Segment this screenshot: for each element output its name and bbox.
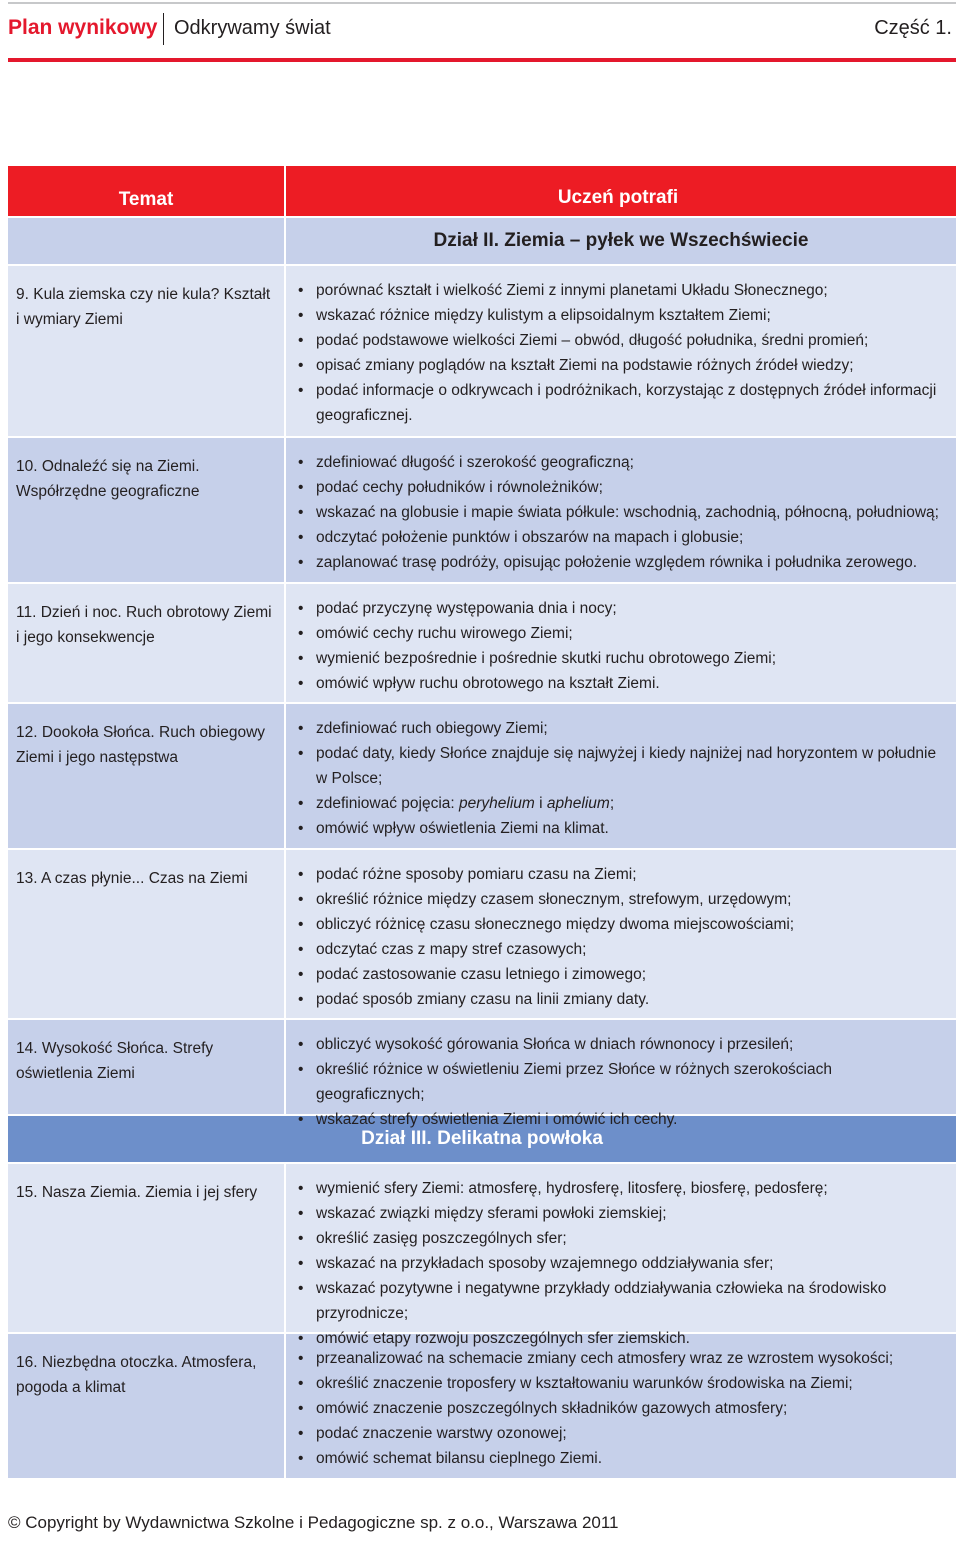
list-item: • wymienić bezpośrednie i pośrednie skutki ruchu obrotowego Ziemi; (294, 646, 942, 671)
list-item: • wskazać różnice między kulistym a elipsoidalnym kształtem Ziemi; (294, 303, 942, 328)
topic-cell: 15. Nasza Ziemia. Ziemia i jej sfery (8, 1164, 286, 1332)
topic-cell: 10. Odnaleźć się na Ziemi. Współrzędne geograficzne (8, 438, 286, 582)
table-row (8, 584, 956, 704)
list-item: • zdefiniować długość i szerokość geograficzną; (294, 450, 942, 475)
header-part: Część 1. (874, 17, 952, 39)
list-item: • omówić schemat bilansu cieplnego Ziemi. (294, 1446, 942, 1471)
topic-cell: 11. Dzień i noc. Ruch obrotowy Ziemi i jego konsekwencje (8, 584, 286, 702)
skills-cell (286, 1164, 956, 1347)
list-item: • omówić znaczenie poszczególnych składników gazowych atmosfery; (294, 1396, 942, 1421)
header-subtitle: Odkrywamy świat (174, 17, 331, 39)
list-item: • podać informacje o odkrywcach i podróżnikach, korzystając z dostępnych źródeł informacji geograficznej. (294, 378, 942, 428)
page-header (0, 0, 960, 62)
table-row (8, 850, 956, 1020)
list-item: • zaplanować trasę podróży, opisując położenie względem równika i południka zerowego. (294, 550, 942, 575)
skills-cell (286, 438, 956, 582)
list-item: • przeanalizować na schemacie zmiany cech atmosfery wraz ze wzrostem wysokości; (294, 1346, 942, 1371)
list-item: • omówić wpływ oświetlenia Ziemi na klimat. (294, 816, 942, 841)
skills-cell (286, 1020, 956, 1128)
table-row (8, 438, 956, 584)
skills-cell (286, 1334, 956, 1478)
list-item: • odczytać położenie punktów i obszarów na mapach i globusie; (294, 525, 942, 550)
brand-title: Plan wynikowy (8, 16, 158, 39)
topic-cell: 16. Niezbędna otoczka. Atmosfera, pogoda a klimat (8, 1334, 286, 1478)
list-item: • podać daty, kiedy Słońce znajduje się najwyżej i kiedy najniżej nad horyzontem w południe w Polsce; (294, 741, 942, 791)
topic-cell: 13. A czas płynie... Czas na Ziemi (8, 850, 286, 1018)
skills-list (294, 1032, 942, 1132)
list-item: • określić znaczenie troposfery w kształtowaniu warunków środowiska na Ziemi; (294, 1371, 942, 1396)
list-item: • omówić wpływ ruchu obrotowego na kształt Ziemi. (294, 671, 942, 696)
list-item: • wymienić sfery Ziemi: atmosferę, hydrosferę, litosferę, biosferę, pedosferę; (294, 1176, 942, 1201)
skills-list (294, 450, 942, 575)
list-item: • wskazać na globusie i mapie świata półkule: wschodnią, zachodnią, północną, południową; (294, 500, 942, 525)
table-row (8, 1020, 956, 1128)
skills-cell (286, 266, 956, 436)
list-item: • podać znaczenie warstwy ozonowej; (294, 1421, 942, 1446)
header-separator (163, 13, 164, 45)
plan-table (8, 166, 956, 1480)
table-row (8, 1334, 956, 1480)
topic-cell: 9. Kula ziemska czy nie kula? Kształt i wymiary Ziemi (8, 266, 286, 436)
list-item: • określić różnice w oświetleniu Ziemi przez Słońce w różnych szerokościach geograficznych; (294, 1057, 942, 1107)
section-header-row (8, 218, 956, 266)
list-item: • wskazać na przykładach sposoby wzajemnego oddziaływania sfer; (294, 1251, 942, 1276)
list-item: • odczytać czas z mapy stref czasowych; (294, 937, 942, 962)
header-red-rule (8, 58, 956, 62)
list-item: • zdefiniować pojęcia: peryhelium i aphelium; (294, 791, 942, 816)
skills-list (294, 278, 942, 428)
section-spacer (8, 218, 286, 264)
col-header-topic: Temat (8, 166, 286, 216)
list-item: • podać cechy południków i równoleżników; (294, 475, 942, 500)
list-item: • obliczyć wysokość górowania Słońca w dniach równonocy i przesileń; (294, 1032, 942, 1057)
section-title: Dział II. Ziemia – pyłek we Wszechświecie (433, 230, 809, 251)
copyright-footer: © Copyright by Wydawnictwa Szkolne i Pedagogiczne sp. z o.o., Warszawa 2011 (8, 1513, 619, 1532)
list-item: • określić zasięg poszczególnych sfer; (294, 1226, 942, 1251)
list-item: • określić różnice między czasem słonecznym, strefowym, urzędowym; (294, 887, 942, 912)
table-row (8, 1164, 956, 1347)
list-item: • zdefiniować ruch obiegowy Ziemi; (294, 716, 942, 741)
skills-cell (286, 704, 956, 848)
skills-list (294, 862, 942, 1012)
skills-list (294, 596, 942, 696)
list-item: • podać przyczynę występowania dnia i nocy; (294, 596, 942, 621)
list-item: • podać sposób zmiany czasu na linii zmiany daty. (294, 987, 942, 1012)
list-item: • wskazać związki między sferami powłoki ziemskiej; (294, 1201, 942, 1226)
list-item: • omówić cechy ruchu wirowego Ziemi; (294, 621, 942, 646)
header-top-rule (8, 2, 956, 4)
list-item: • porównać kształt i wielkość Ziemi z innymi planetami Układu Słonecznego; (294, 278, 942, 303)
list-item: • podać zastosowanie czasu letniego i zimowego; (294, 962, 942, 987)
skills-list (294, 716, 942, 841)
skills-cell (286, 584, 956, 702)
list-item: • wskazać strefy oświetlenia Ziemi i omówić ich cechy. (294, 1107, 942, 1132)
list-item: • podać różne sposoby pomiaru czasu na Ziemi; (294, 862, 942, 887)
topic-cell: 12. Dookoła Słońca. Ruch obiegowy Ziemi i jego następstwa (8, 704, 286, 848)
table-header-row (8, 166, 956, 218)
topic-cell: 14. Wysokość Słońca. Strefy oświetlenia Ziemi (8, 1020, 286, 1114)
skills-list (294, 1346, 942, 1471)
list-item: • obliczyć różnicę czasu słonecznego między dwoma miejscowościami; (294, 912, 942, 937)
list-item: • opisać zmiany poglądów na kształt Ziemi na podstawie różnych źródeł wiedzy; (294, 353, 942, 378)
table-body (8, 218, 956, 1480)
col-header-skills: Uczeń potrafi (286, 166, 956, 216)
table-row (8, 704, 956, 850)
list-item: • podać podstawowe wielkości Ziemi – obwód, długość południka, średni promień; (294, 328, 942, 353)
table-row (8, 266, 956, 438)
list-item: • omówić etapy rozwoju poszczególnych sfer ziemskich. (294, 1326, 942, 1351)
skills-list (294, 1176, 942, 1351)
skills-cell (286, 850, 956, 1018)
list-item: • wskazać pozytywne i negatywne przykłady oddziaływania człowieka na środowisko przyrodnicze; (294, 1276, 942, 1326)
section-title: Dział III. Delikatna powłoka (361, 1128, 603, 1149)
